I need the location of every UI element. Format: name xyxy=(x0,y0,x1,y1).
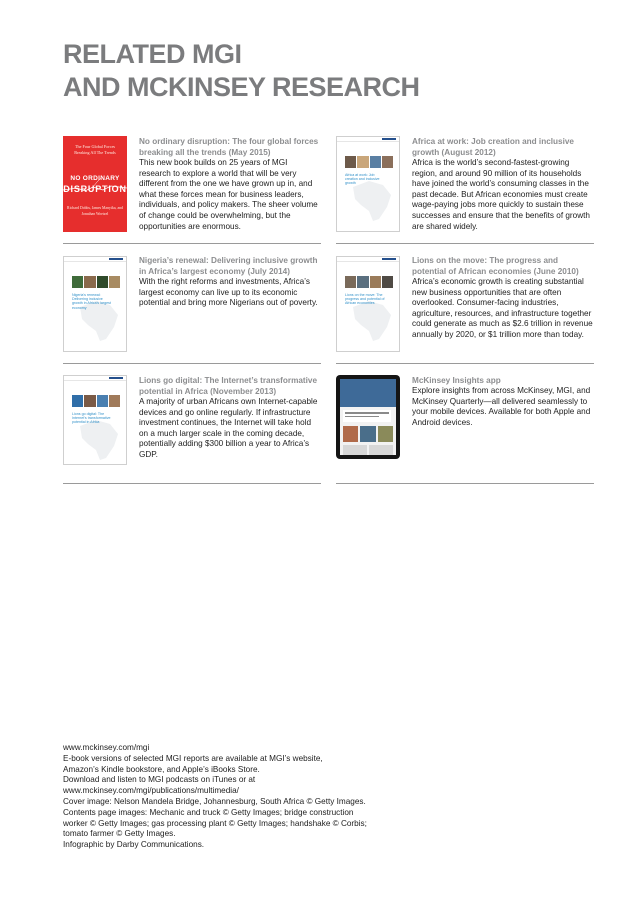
report-cover-lions-on-the-move xyxy=(336,256,400,352)
publication-item-africa-at-work xyxy=(336,136,594,246)
footer-cover-credit: Cover image: Nelson Mandela Bridge, Johannesburg, South Africa © Getty Images. xyxy=(63,796,366,806)
publication-title[interactable]: No ordinary disruption: The four global forces breaking all the trends (May 2015) xyxy=(139,137,319,157)
publication-item-lions-go-digital xyxy=(63,375,321,487)
footer-line: tomato farmer © Getty Images. xyxy=(63,829,176,839)
footer-website-link[interactable]: www.mckinsey.com/mgi xyxy=(63,743,150,752)
publication-description: This new book builds on 25 years of MGI research to explore a world that will be very different from the one we have grown up in, and what these forces mean for business leaders, individuals, and policy makers. The sheer volume of change could be overwhelming, but the opportunities are enormous. xyxy=(139,158,318,231)
publication-item-no-ordinary-disruption xyxy=(63,136,321,246)
footer-notes xyxy=(63,743,393,851)
book-cover-no-ordinary-disruption xyxy=(63,136,127,232)
report-cover-nigerias-renewal xyxy=(63,256,127,352)
item-divider xyxy=(63,243,321,244)
footer-line: Amazon’s Kindle bookstore, and Apple’s iBooks Store. xyxy=(63,764,260,774)
book-cover-title-line-2: DISRUPTION xyxy=(63,184,127,194)
publication-item-mckinsey-insights-app xyxy=(336,375,594,487)
report-cover-photos xyxy=(72,395,120,407)
tablet-screen-hero-image xyxy=(340,379,396,407)
item-divider xyxy=(336,243,594,244)
publication-description: Africa is the world’s second-fastest-growing region, and around 90 million of its households have joined the world’s consuming classes in the past decade. But African economies must create wage-paying jobs more quickly to sustain these successes and ensure that the benefits of growth are shared widely. xyxy=(412,158,590,231)
footer-line: worker © Getty Images; gas processing plant © Getty Images; handshake © Corbis; xyxy=(63,818,367,828)
report-cover-photos xyxy=(345,276,393,288)
report-cover-title: Lions go digital: The Internet’s transformative potential in Africa xyxy=(72,412,111,425)
book-cover-authors: Richard Dobbs, James Manyika, and Jonathan Woetzel xyxy=(67,206,123,216)
publication-title[interactable]: Africa at work: Job creation and inclusive growth (August 2012) xyxy=(412,137,574,157)
report-cover-title: Nigeria’s renewal: Delivering inclusive growth in Africa’s largest economy xyxy=(72,293,111,310)
publication-title[interactable]: McKinsey Insights app xyxy=(412,376,501,385)
footer-line: Download and listen to MGI podcasts on iTunes or at xyxy=(63,775,256,785)
publication-description: Africa’s economic growth is creating substantial new business opportunities that are often overlooked. Consumer-facing industries, agriculture, resources, and infrastructure together could generate as much as $2.6 trillion in revenue annually by 2020, or $1 trillion more than today. xyxy=(412,277,593,339)
tablet-device-image xyxy=(336,375,400,459)
book-cover-title xyxy=(63,174,127,194)
book-cover-title-line-1: NO ORDINARY xyxy=(70,175,120,182)
publication-title[interactable]: Lions go digital: The Internet’s transformative potential in Africa (November 2013) xyxy=(139,376,318,396)
page-title-line-1: RELATED MGI xyxy=(63,39,242,69)
report-cover-header xyxy=(64,257,126,262)
item-divider xyxy=(336,363,594,364)
report-cover-lions-go-digital xyxy=(63,375,127,465)
item-divider xyxy=(336,483,594,484)
page-title xyxy=(63,38,420,104)
publication-description: A majority of urban Africans own Internet-capable devices and go online regularly. If infrastructure investment continues, the Internet will take hold on a much larger scale in the coming decade, potentially adding $300 billion a year to Africa’s GDP. xyxy=(139,397,318,459)
publication-item-nigerias-renewal xyxy=(63,255,321,367)
page-title-line-2: AND MCKINSEY RESEARCH xyxy=(63,72,420,102)
tablet-screen-headline xyxy=(343,410,391,422)
report-cover-photos xyxy=(72,276,120,288)
report-cover-africa-at-work xyxy=(336,136,400,232)
footer-line: Contents page images: Mechanic and truck © Getty Images; bridge construction xyxy=(63,807,354,817)
publication-title[interactable]: Nigeria’s renewal: Delivering inclusive growth in Africa’s largest economy (July 2014) xyxy=(139,256,318,276)
tablet-screen xyxy=(340,379,396,455)
footer-multimedia-link[interactable]: www.mckinsey.com/mgi/publications/multimedia/ xyxy=(63,786,239,796)
tablet-screen-thumbnails xyxy=(343,426,393,442)
footer-infographic-credit: Infographic by Darby Communications. xyxy=(63,840,205,850)
tablet-screen-text-blocks xyxy=(343,445,393,455)
publication-item-lions-on-the-move xyxy=(336,255,594,367)
report-cover-title: Lions on the move: The progress and potential of African economies xyxy=(345,293,385,306)
item-divider xyxy=(63,363,321,364)
report-cover-header xyxy=(337,257,399,262)
publication-title[interactable]: Lions on the move: The progress and potential of African economies (June 2010) xyxy=(412,256,579,276)
publication-description: Explore insights from across McKinsey, MGI, and McKinsey Quarterly—all delivered seamlessly to your mobile devices. Available for both Apple and Android devices. xyxy=(412,386,591,427)
publication-description: With the right reforms and investments, Africa’s largest economy can live up to its economic potential and bring more Nigerians out of poverty. xyxy=(139,277,318,308)
report-cover-title: Africa at work: Job creation and inclusive growth xyxy=(345,173,380,186)
book-cover-subtitle: The Four Global Forces Breaking All The Trends xyxy=(74,144,116,155)
footer-line: E-book versions of selected MGI reports are available at MGI’s website, xyxy=(63,753,323,763)
item-divider xyxy=(63,483,321,484)
report-cover-header xyxy=(337,137,399,142)
report-cover-header xyxy=(64,376,126,381)
report-cover-photos xyxy=(345,156,393,168)
